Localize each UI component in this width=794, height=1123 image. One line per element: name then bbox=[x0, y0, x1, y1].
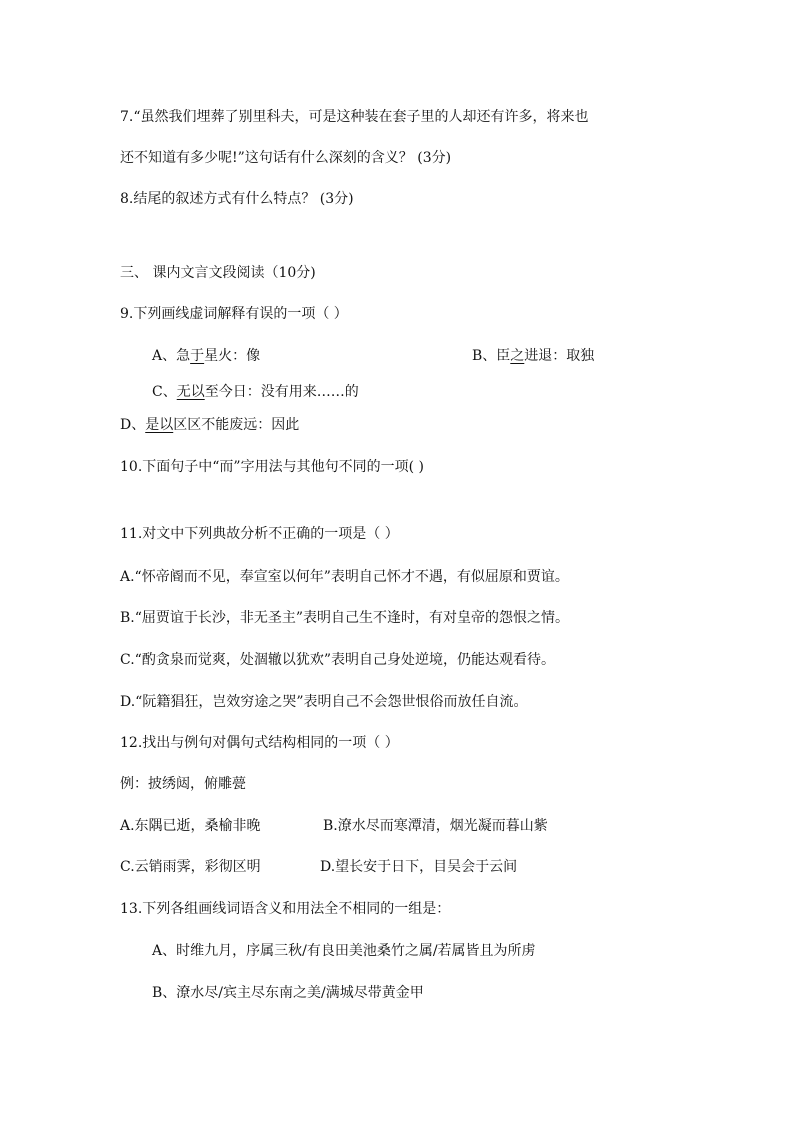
q9-option-a-underlined: 于 bbox=[190, 348, 205, 364]
q12-option-a: A.东隅已逝，桑榆非晚 bbox=[120, 818, 261, 834]
q9-option-a bbox=[152, 346, 260, 366]
q9-option-b bbox=[472, 346, 594, 366]
q10-stem: 10.下面句子中“而”字用法与其他句不同的一项( ) bbox=[120, 459, 424, 475]
q12-example: 例：披绣闼，俯雕甍 bbox=[120, 776, 246, 792]
q11-option-d: D.“阮籍猖狂，岂效穷途之哭”表明自己不会怨世恨俗而放任自流。 bbox=[120, 694, 528, 710]
q13-option-a: A、时维九月，序属三秋/有良田美池桑竹之属/若属皆且为所虏 bbox=[152, 943, 536, 959]
q9-option-d-post: 区区不能废远：因此 bbox=[173, 417, 300, 433]
q9-option-b-underlined: 之 bbox=[510, 348, 525, 364]
q9-option-b-pre: B、臣 bbox=[472, 348, 511, 364]
q12-option-c: C.云销雨霁，彩彻区明 bbox=[120, 859, 261, 875]
q7-line1: 7.“虽然我们埋葬了别里科夫，可是这种装在套子里的人却还有许多，将来也 bbox=[120, 109, 589, 125]
q9-option-c-pre: C、 bbox=[152, 384, 177, 400]
q9-option-d-pre: D、 bbox=[120, 417, 146, 433]
q11-option-b: B.“屈贾谊于长沙，非无圣主”表明自己生不逢时，有对皇帝的怨恨之情。 bbox=[120, 610, 570, 626]
q9-option-c-post: 至今日：没有用来……的 bbox=[204, 384, 359, 400]
q9-option-d bbox=[120, 415, 299, 435]
q12-option-b: B.潦水尽而寒潭清，烟光凝而暮山紫 bbox=[323, 818, 548, 834]
q9-option-c-underlined: 无以 bbox=[176, 384, 205, 400]
q12-stem: 12.找出与例句对偶句式结构相同的一项（ ） bbox=[120, 735, 399, 751]
q12-option-d: D.望长安于日下，目吴会于云间 bbox=[320, 859, 518, 875]
q8-question: 8.结尾的叙述方式有什么特点？ (3分) bbox=[120, 191, 354, 207]
q11-option-a: A.“怀帝阍而不见，奉宣室以何年”表明自己怀才不遇，有似屈原和贾谊。 bbox=[120, 569, 569, 585]
q11-option-c: C.“酌贪泉而觉爽，处涸辙以犹欢”表明自己身处逆境，仍能达观看待。 bbox=[120, 652, 555, 668]
q9-option-c bbox=[152, 382, 359, 402]
q7-line2: 还不知道有多少呢!”这句话有什么深刻的含义？ (3分) bbox=[120, 150, 452, 166]
q13-stem: 13.下列各组画线词语含义和用法全不相同的一组是： bbox=[120, 901, 451, 917]
q13-option-b: B、潦水尽/宾主尽东南之美/满城尽带黄金甲 bbox=[152, 985, 424, 1001]
q9-option-a-post: 星火：像 bbox=[204, 348, 261, 364]
q9-option-b-post: 进退：取独 bbox=[524, 348, 595, 364]
section3-title: 三、 课内文言文段阅读（10分) bbox=[120, 265, 316, 281]
q9-stem: 9.下列画线虚词解释有误的一项（ ） bbox=[120, 306, 348, 322]
q9-option-a-pre: A、急 bbox=[152, 348, 191, 364]
q11-stem: 11.对文中下列典故分析不正确的一项是（ ） bbox=[120, 526, 399, 542]
q9-option-d-underlined: 是以 bbox=[145, 417, 174, 433]
